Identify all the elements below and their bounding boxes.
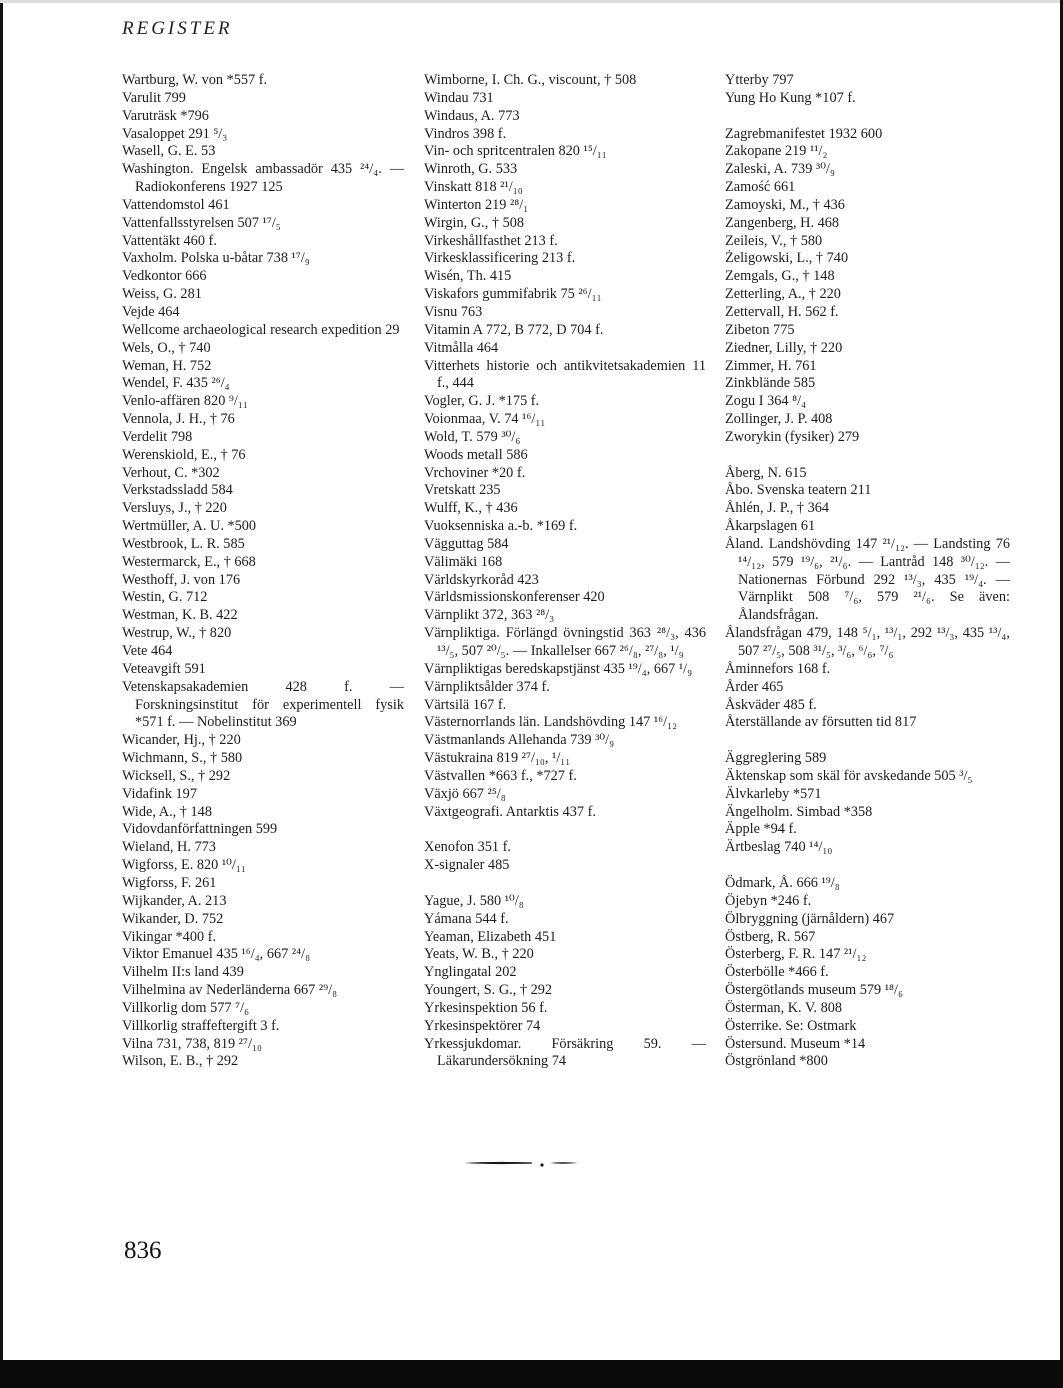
index-entry: Varulit 799 (122, 89, 186, 106)
index-entry: Ynglingatal 202 (424, 964, 517, 981)
index-column-2 (424, 72, 706, 1071)
index-entry: Österbölle *466 f. (725, 964, 829, 981)
index-entry: Ödmark, Å. 666 ¹⁹/₈ (725, 874, 840, 891)
index-entry: X-signaler 485 (424, 857, 510, 874)
index-entry: Vejde 464 (122, 303, 180, 320)
index-entry: Wold, T. 579 ³⁰/₆ (424, 428, 521, 445)
index-entry: Värnpliktsålder 374 f. (424, 678, 550, 695)
index-entry: Värnpliktigas beredskapstjänst 435 ¹⁹/₄, 667 ¹/₉ (424, 660, 693, 677)
index-entry: Villkorlig dom 577 ⁷/₆ (122, 999, 250, 1016)
index-entry: Österrike. Se: Ostmark (725, 1017, 857, 1034)
index-entry: Vetenskapsakademien 428 f. — Forskningsinstitut för experimentell fysik *571 f. — Nobelinstitut 369 (122, 678, 404, 731)
index-entry: Åberg, N. 615 (725, 464, 807, 481)
index-entry: Vitamin A 772, B 772, D 704 f. (424, 321, 604, 338)
index-entry: Wichmann, S., † 580 (122, 750, 243, 767)
index-entry: Värtsilä 167 f. (424, 696, 507, 713)
index-entry: Zagrebmanifestet 1932 600 (725, 125, 883, 142)
index-entry: Yague, J. 580 ¹⁰/₈ (424, 892, 524, 909)
index-entry: Virkeshållfasthet 213 f. (424, 232, 558, 249)
page-number: 836 (124, 1237, 162, 1264)
scan-edge-bottom (0, 1360, 1063, 1388)
index-entry: Woods metall 586 (424, 446, 528, 463)
index-entry: Wieland, H. 773 (122, 839, 216, 856)
index-entry: Zangenberg, H. 468 (725, 214, 840, 231)
index-entry: Versluys, J., † 220 (122, 500, 227, 517)
index-entry: Värnpliktiga. Förlängd övningstid 363 ²⁸/₃, 436 ¹³/₅, 507 ²⁰/₅. — Inkallelser 667 ²⁶/₈, ²⁷/₈, ¹/₉ (424, 625, 706, 659)
index-entry: Vidafink 197 (122, 785, 197, 802)
index-entry: Wels, O., † 740 (122, 339, 211, 356)
index-entry: Vedkontor 666 (122, 268, 207, 285)
index-entry: Växjö 667 ²⁵/₈ (424, 785, 506, 802)
index-entry: Zogu I 364 ⁸/₄ (725, 393, 807, 410)
index-entry: Winterton 219 ²⁸/₁ (424, 196, 529, 213)
index-entry: Wisén, Th. 415 (424, 268, 512, 285)
index-entry: Vin- och spritcentralen 820 ¹⁵/₁₁ (424, 143, 607, 160)
index-entry: Wulff, K., † 436 (424, 500, 518, 517)
section-gap (424, 875, 706, 893)
index-entry: Växtgeografi. Antarktis 437 f. (424, 803, 596, 820)
index-entry: Veteavgift 591 (122, 660, 206, 677)
index-entry: Zamoyski, M., † 436 (725, 196, 845, 213)
section-gap (725, 857, 1010, 875)
index-entry: Yrkesinspektörer 74 (424, 1017, 541, 1034)
index-entry: Viskafors gummifabrik 75 ²⁶/₁₁ (424, 286, 602, 303)
index-entry: Värnplikt 372, 363 ²⁸/₃ (424, 607, 555, 624)
index-entry: Wartburg, W. von *557 f. (122, 72, 268, 88)
index-entry: Västmanlands Allehanda 739 ³⁰/₉ (424, 732, 615, 749)
scan-edge-top (0, 0, 1063, 3)
index-entry: Zeileis, V., † 580 (725, 232, 823, 249)
index-entry: Villkorlig straffeftergift 3 f. (122, 1017, 280, 1034)
index-entry: Wicksell, S., † 292 (122, 767, 231, 784)
index-entry: Voionmaa, V. 74 ¹⁶/₁₁ (424, 411, 546, 428)
index-entry: Yeats, W. B., † 220 (424, 946, 534, 963)
index-entry: Åbo. Svenska teatern 211 (725, 482, 872, 499)
index-entry: Vattentäkt 460 f. (122, 232, 217, 249)
index-entry: Östergötlands museum 579 ¹⁸/₆ (725, 982, 903, 999)
index-entry: Åskväder 485 f. (725, 696, 817, 713)
index-entry: Vete 464 (122, 643, 173, 659)
scan-edge-left (0, 0, 3, 1388)
index-entry: Östersund. Museum *14 (725, 1035, 866, 1052)
index-entry: Åland. Landshövding 147 ²¹/₁₂. — Landsting 76 ¹⁴/₁₂, 579 ¹⁹/₆, ²¹/₆. — Lantråd 148 ³⁰/₁₂. — Nationernas Förbund 292 ¹³/₃, 435 ¹⁹/₄. — Värnplikt 508 ⁷/₆, 579 ²¹/₆. Se även: Ålandsfrågan. (725, 535, 1010, 624)
index-entry: Världskyrkoråd 423 (424, 571, 539, 588)
index-entry: Vitmålla 464 (424, 339, 499, 356)
index-entry: Westrup, W., † 820 (122, 625, 232, 642)
index-entry: Wikander, D. 752 (122, 910, 224, 927)
index-entry: Västvallen *663 f., *727 f. (424, 767, 577, 784)
index-entry: Vidovdanförfattningen 599 (122, 821, 278, 838)
section-gap (725, 108, 1010, 126)
index-entry: Westman, K. B. 422 (122, 607, 238, 624)
index-entry: Återställande av försutten tid 817 (725, 714, 917, 731)
index-entry: Windaus, A. 773 (424, 107, 520, 124)
index-entry: Västukraina 819 ²⁷/₁₀, ¹/₁₁ (424, 750, 571, 767)
index-entry: Östgrönland *800 (725, 1053, 828, 1070)
index-entry: Zetterling, A., † 220 (725, 286, 841, 303)
index-entry: Wasell, G. E. 53 (122, 143, 216, 160)
index-entry: Äpple *94 f. (725, 821, 797, 838)
index-entry: Youngert, S. G., † 292 (424, 982, 553, 999)
running-header: REGISTER (122, 18, 233, 39)
index-entry: Zworykin (fysiker) 279 (725, 428, 860, 445)
index-entry: Ziedner, Lilly, † 220 (725, 339, 843, 356)
index-entry: Zibeton 775 (725, 321, 795, 338)
index-entry: Vasaloppet 291 ⁵/₃ (122, 125, 228, 142)
index-entry: Yung Ho Kung *107 f. (725, 89, 856, 106)
index-entry: Ytterby 797 (725, 72, 794, 88)
index-entry: Vägguttag 584 (424, 535, 509, 552)
index-entry: Wigforss, F. 261 (122, 874, 217, 891)
index-entry: Zollinger, J. P. 408 (725, 411, 833, 428)
index-entry: Westhoff, J. von 176 (122, 571, 241, 588)
index-entry: Viktor Emanuel 435 ¹⁶/₄, 667 ²⁴/₈ (122, 946, 311, 963)
index-entry: Årder 465 (725, 678, 784, 695)
index-column-3 (725, 72, 1010, 1071)
index-entry: Zaleski, A. 739 ³⁰/₉ (725, 161, 835, 178)
index-entry: Ängelholm. Simbad *358 (725, 803, 873, 820)
index-entry: Vogler, G. J. *175 f. (424, 393, 540, 410)
index-entry: Wilson, E. B., † 292 (122, 1053, 239, 1070)
section-gap (424, 821, 706, 839)
index-entry: Världsmissionskonferenser 420 (424, 589, 605, 606)
index-entry: Zimmer, H. 761 (725, 357, 817, 374)
index-entry: Westermarck, E., † 668 (122, 553, 256, 570)
index-entry: Yrkessjukdomar. Försäkring 59. — Läkarundersökning 74 (424, 1035, 706, 1070)
index-entry: Weman, H. 752 (122, 357, 212, 374)
section-gap (725, 732, 1010, 750)
index-entry: Westbrook, L. R. 585 (122, 535, 245, 552)
index-entry: Åkarpslagen 61 (725, 518, 816, 535)
index-entry: Zamość 661 (725, 179, 796, 196)
index-entry: Wellcome archaeological research expedition 29 (122, 321, 400, 338)
index-entry: Österman, K. V. 808 (725, 999, 843, 1016)
index-entry: Vindros 398 f. (424, 125, 507, 142)
index-entry: Washington. Engelsk ambassadör 435 ²⁴/₄. — Radiokonferens 1927 125 (122, 161, 404, 196)
index-entry: Vilhelmina av Nederländerna 667 ²⁹/₈ (122, 982, 338, 999)
index-entry: Vattenfallsstyrelsen 507 ¹⁷/₅ (122, 214, 281, 231)
index-entry: Välimäki 168 (424, 553, 503, 570)
index-entry: Vilna 731, 738, 819 ²⁷/₁₀ (122, 1035, 262, 1052)
index-entry: Wide, A., † 148 (122, 803, 212, 820)
index-entry: Winroth, G. 533 (424, 161, 518, 178)
index-entry: Venlo-affären 820 ⁹/₁₁ (122, 393, 248, 410)
index-entry: Ärtbeslag 740 ¹⁴/₁₀ (725, 839, 833, 856)
index-entry: Vaxholm. Polska u-båtar 738 ¹⁷/₉ (122, 250, 310, 267)
index-entry: Zakopane 219 ¹¹/₂ (725, 143, 828, 160)
index-entry: Ålandsfrågan 479, 148 ⁵/₁, ¹³/₁, 292 ¹³/₃, 435 ¹³/₄, 507 ²⁷/₅, 508 ³¹/₅, ³/₆, ⁶/₆, ⁷/₆ (725, 625, 1010, 659)
index-entry: Zinkblände 585 (725, 375, 816, 392)
index-entry: Äggreglering 589 (725, 750, 827, 767)
index-entry: Yámana 544 f. (424, 910, 509, 927)
index-entry: Wijkander, A. 213 (122, 892, 227, 909)
index-entry: Westin, G. 712 (122, 589, 208, 606)
index-entry: Ölbryggning (järnåldern) 467 (725, 910, 895, 927)
index-entry: Vinskatt 818 ²¹/₁₀ (424, 179, 523, 196)
index-entry: Åminnefors 168 f. (725, 660, 831, 677)
index-entry: Äktenskap som skäl för avskedande 505 ³/₅ (725, 767, 973, 784)
index-entry: Wertmüller, A. U. *500 (122, 518, 257, 535)
index-entry: Åhlén, J. P., † 364 (725, 500, 830, 517)
index-entry: Yrkesinspektion 56 f. (424, 999, 548, 1016)
index-entry: Vretskatt 235 (424, 482, 501, 499)
index-entry: Öjebyn *246 f. (725, 892, 812, 909)
index-entry: Wendel, F. 435 ²⁶/₄ (122, 375, 230, 392)
index-entry: Verdelit 798 (122, 428, 193, 445)
index-entry: Varuträsk *796 (122, 107, 209, 124)
section-gap (725, 447, 1010, 465)
index-entry: Xenofon 351 f. (424, 839, 511, 856)
index-entry: Vitterhets historie och antikvitetsakademien 11 f., 444 (424, 357, 706, 392)
index-entry: Vrchoviner *20 f. (424, 464, 526, 481)
index-entry: Vilhelm II:s land 439 (122, 964, 244, 981)
section-end-ornament (462, 1156, 580, 1170)
index-entry: Västernorrlands län. Landshövding 147 ¹⁶/₁₂ (424, 714, 678, 731)
index-entry: Wicander, Hj., † 220 (122, 732, 241, 749)
index-entry: Vuoksenniska a.-b. *169 f. (424, 518, 578, 535)
index-entry: Vikingar *400 f. (122, 928, 217, 945)
index-entry: Yeaman, Elizabeth 451 (424, 928, 557, 945)
index-entry: Österberg, F. R. 147 ²¹/₁₂ (725, 946, 867, 963)
index-entry: Weiss, G. 281 (122, 286, 202, 303)
index-entry: Verkstadssladd 584 (122, 482, 233, 499)
index-entry: Werenskiold, E., † 76 (122, 446, 246, 463)
index-entry: Vennola, J. H., † 76 (122, 411, 235, 428)
index-entry: Visnu 763 (424, 303, 483, 320)
index-entry: Vattendomstol 461 (122, 196, 230, 213)
index-entry: Windau 731 (424, 89, 494, 106)
index-entry: Virkesklassificering 213 f. (424, 250, 576, 267)
index-column-1 (122, 72, 404, 1071)
index-entry: Östberg, R. 567 (725, 928, 816, 945)
index-entry: Żeligowski, L., † 740 (725, 250, 849, 267)
index-entry: Wimborne, I. Ch. G., viscount, † 508 (424, 72, 637, 88)
index-entry: Verhout, C. *302 (122, 464, 220, 481)
index-entry: Zemgals, G., † 148 (725, 268, 835, 285)
index-entry: Wigforss, E. 820 ¹⁰/₁₁ (122, 857, 246, 874)
index-entry: Wirgin, G., † 508 (424, 214, 525, 231)
index-entry: Zettervall, H. 562 f. (725, 303, 839, 320)
index-entry: Älvkarleby *571 (725, 785, 822, 802)
